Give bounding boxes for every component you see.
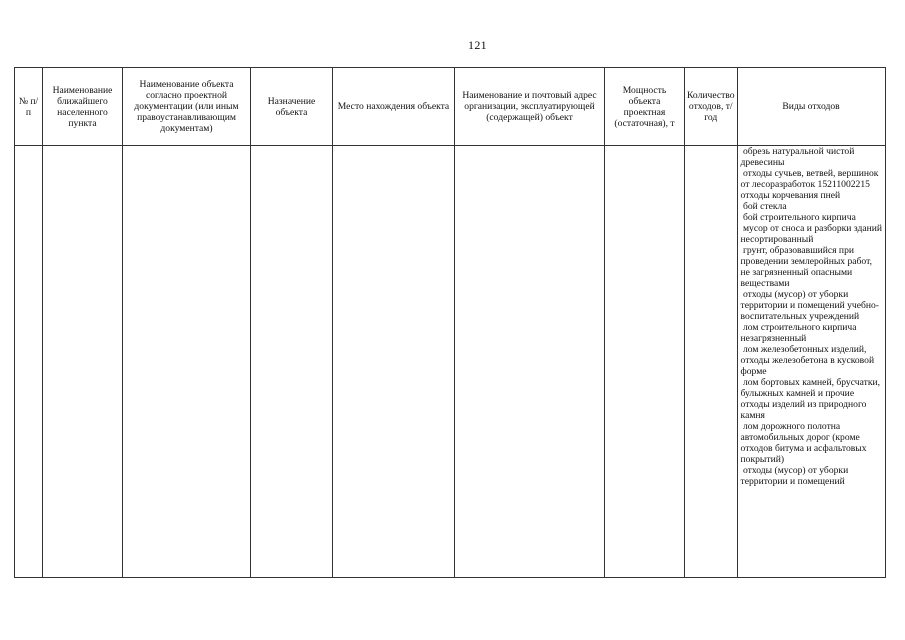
waste-type-item: лом строительного кирпича незагрязненный (740, 322, 859, 344)
header-row (15, 68, 886, 146)
header-location: Место нахождения объекта (333, 68, 455, 146)
header-waste-amount: Количество отходов, т/год (685, 68, 738, 146)
table-row (15, 146, 886, 578)
header-waste-types: Виды отходов (737, 68, 885, 146)
header-organization: Наименование и почтовый адрес организации, эксплуатирующей (содержащей) объект (455, 68, 605, 146)
header-purpose: Назначение объекта (251, 68, 333, 146)
header-capacity: Мощность объекта проектная (остаточная), т (605, 68, 685, 146)
cell-location (333, 146, 455, 578)
waste-type-item: бой строительного кирпича (740, 212, 856, 223)
waste-type-item: отходы (мусор) от уборки территории и помещений (740, 465, 851, 487)
waste-type-item: мусор от сноса и разборки зданий несортированный (740, 223, 885, 245)
header-number: № п/п (15, 68, 43, 146)
cell-organization (455, 146, 605, 578)
cell-capacity (605, 146, 685, 578)
header-settlement: Наименование ближайшего населенного пункта (43, 68, 123, 146)
cell-waste-types (737, 146, 885, 578)
waste-type-item: обрезь натуральной чистой древесины (740, 146, 857, 168)
cell-settlement (43, 146, 123, 578)
header-object-name: Наименование объекта согласно проектной документации (или иным правоустанавливающим документам) (123, 68, 251, 146)
waste-type-item: лом бортовых камней, брусчатки, булыжных камней и прочие отходы изделий из природного камня (740, 377, 883, 421)
page-number: 121 (468, 38, 487, 52)
waste-type-item: бой стекла (740, 201, 787, 212)
cell-purpose (251, 146, 333, 578)
waste-type-item: отходы сучьев, ветвей, вершинок от лесоразработок 15211002215 отходы корчевания пней (740, 168, 881, 201)
waste-type-item: грунт, образовавшийся при проведении землеройных работ, не загрязненный опасными веществами (740, 245, 875, 289)
waste-type-item: лом дорожного полотна автомобильных дорог (кроме отходов битума и асфальтовых покрытий) (740, 421, 869, 465)
waste-type-item: отходы (мусор) от уборки территории и помещений учебно-воспитательных учреждений (740, 289, 879, 322)
cell-waste-amount (685, 146, 738, 578)
waste-type-item: лом железобетонных изделий, отходы железобетона в кусковой форме (740, 344, 877, 377)
cell-number (15, 146, 43, 578)
waste-objects-table (14, 67, 886, 578)
cell-object-name (123, 146, 251, 578)
